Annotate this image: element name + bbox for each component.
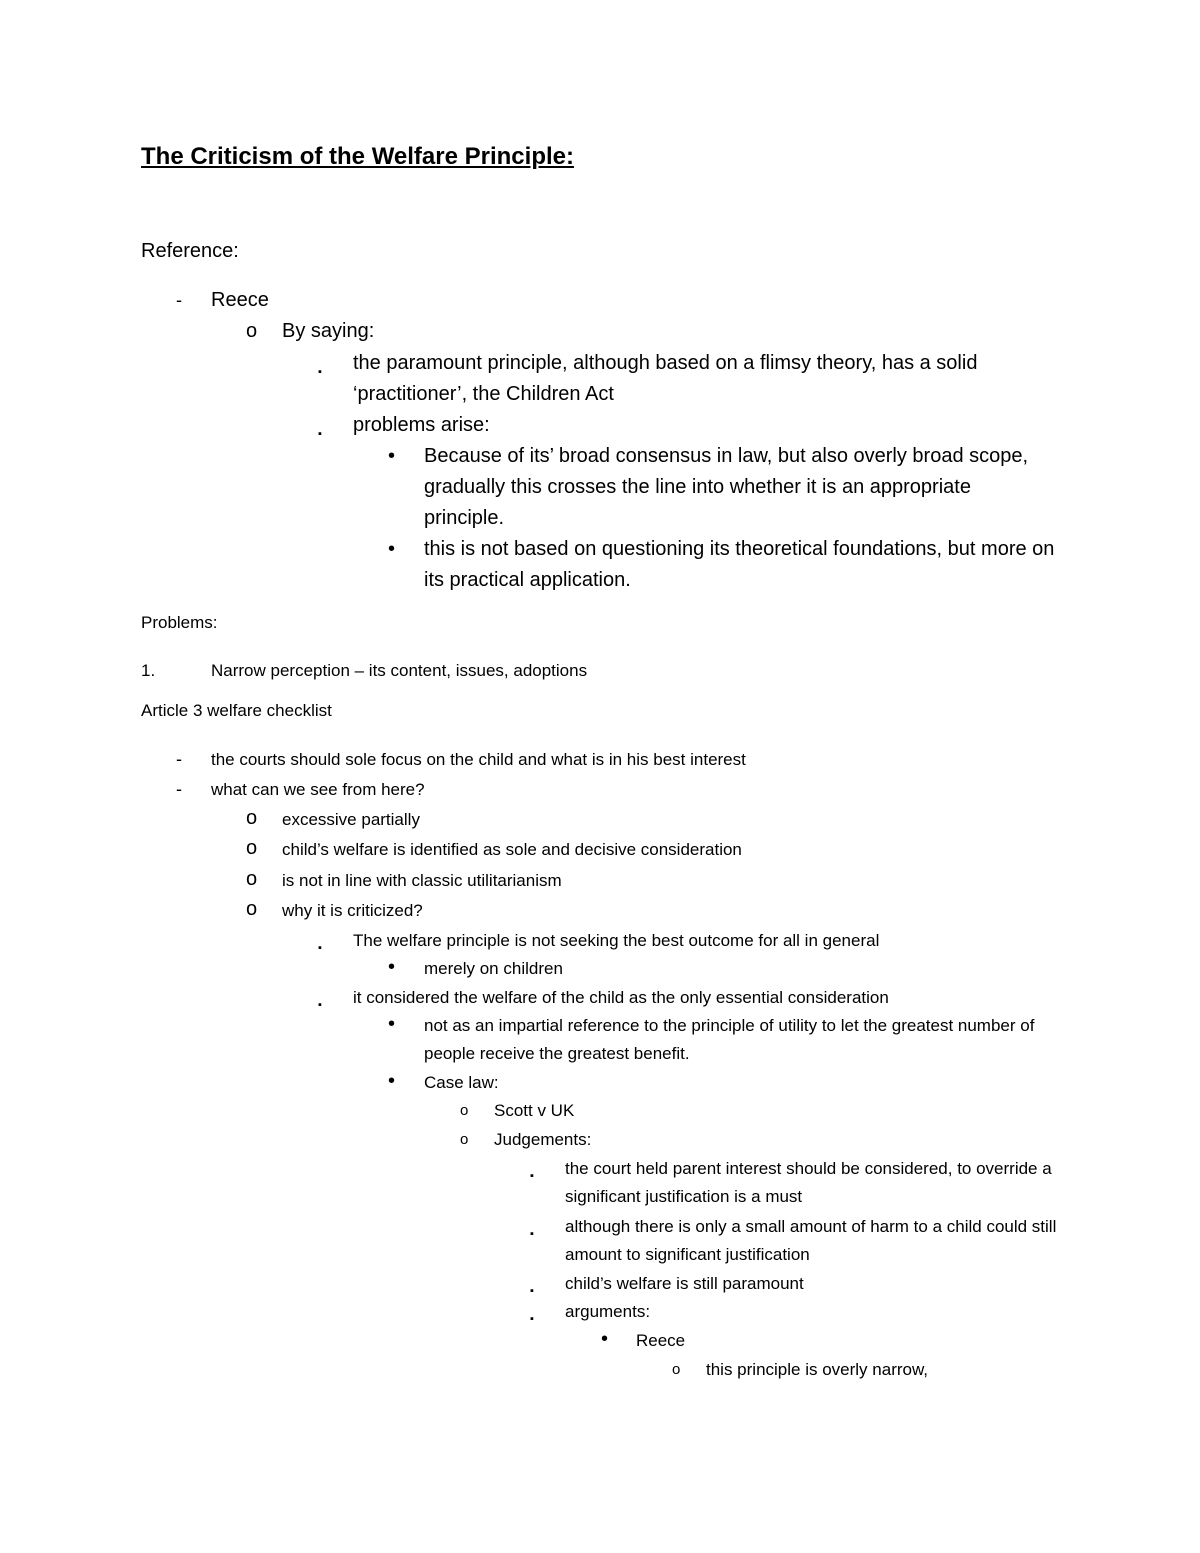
square-bullet-icon: ▪ — [530, 1285, 534, 1297]
list-item-text: what can we see from here? — [211, 780, 425, 799]
square-bullet-icon: ▪ — [530, 1170, 534, 1182]
circle-bullet-icon: o — [246, 320, 258, 342]
list-item-text: Narrow perception – its content, issues, adoptions — [211, 661, 588, 680]
list-item-text: child’s welfare is identified as sole and decisive consideration — [282, 840, 742, 859]
bullet-icon: • — [388, 1070, 396, 1092]
list-item-text: the courts should sole focus on the child and what is in his best interest — [211, 750, 746, 769]
list-item-text: the paramount principle, although based on a flimsy theory, has a solid ‘practitioner’, the Children Act — [353, 352, 978, 405]
list-item-text: child’s welfare is still paramount — [565, 1274, 804, 1293]
square-bullet-icon: ▪ — [530, 1228, 534, 1240]
list-item-text: The welfare principle is not seeking the best outcome for all in general — [353, 931, 880, 950]
list-item-text: it considered the welfare of the child as the only essential consideration — [353, 988, 889, 1007]
list-item-text: arguments: — [565, 1302, 651, 1321]
circle-bullet-icon: o — [246, 807, 258, 829]
dash-marker: - — [176, 290, 182, 310]
square-bullet-icon: ▪ — [530, 1313, 534, 1325]
bullet-icon: • — [601, 1328, 609, 1350]
list-item-text: Because of its’ broad consensus in law, but also overly broad scope, gradually this crosses the line into whether it is an appropriate principle. — [424, 445, 1029, 529]
list-item-text: excessive partially — [282, 810, 420, 829]
reference-heading: Reference: — [141, 240, 239, 262]
square-bullet-icon: ▪ — [318, 942, 322, 954]
list-item-text: although there is only a small amount of harm to a child could still amount to significant justification — [565, 1217, 1057, 1264]
list-item-text: Case law: — [424, 1073, 499, 1092]
number-label: 1. — [141, 661, 156, 680]
list-item-text: Scott v UK — [494, 1101, 575, 1120]
dash-marker: - — [176, 779, 182, 799]
circle-bullet-icon: o — [460, 1131, 469, 1148]
circle-bullet-icon: o — [460, 1102, 469, 1119]
circle-bullet-icon: o — [672, 1361, 681, 1378]
dash-marker: - — [176, 749, 182, 769]
circle-bullet-icon: o — [246, 898, 258, 920]
bullet-icon: • — [388, 1013, 396, 1035]
list-item-text: By saying: — [282, 320, 375, 342]
bullet-icon: • — [388, 538, 396, 560]
list-item-text: the court held parent interest should be considered, to override a significant justification is a must — [565, 1159, 1052, 1206]
list-item-text: not as an impartial reference to the principle of utility to let the greatest number of people receive the greatest benefit. — [424, 1016, 1035, 1063]
list-item-text: is not in line with classic utilitarianism — [282, 871, 562, 890]
list-item-text: problems arise: — [353, 414, 490, 436]
bullet-icon: • — [388, 956, 396, 978]
list-item-text: Judgements: — [494, 1130, 592, 1149]
list-item-text: why it is criticized? — [282, 901, 423, 920]
document-title: The Criticism of the Welfare Principle: — [141, 143, 574, 170]
list-item-text: merely on children — [424, 959, 563, 978]
list-item-text: Reece — [636, 1331, 686, 1350]
list-item-text: this is not based on questioning its theoretical foundations, but more on its practical application. — [424, 538, 1055, 591]
list-item-text: Reece — [211, 289, 269, 311]
bullet-icon: • — [388, 445, 396, 467]
circle-bullet-icon: o — [246, 837, 258, 859]
article-heading: Article 3 welfare checklist — [141, 701, 332, 720]
square-bullet-icon: ▪ — [318, 366, 322, 378]
circle-bullet-icon: o — [246, 868, 258, 890]
list-item-text: this principle is overly narrow, — [706, 1360, 929, 1379]
square-bullet-icon: ▪ — [318, 428, 322, 440]
problems-heading: Problems: — [141, 613, 218, 632]
square-bullet-icon: ▪ — [318, 999, 322, 1011]
